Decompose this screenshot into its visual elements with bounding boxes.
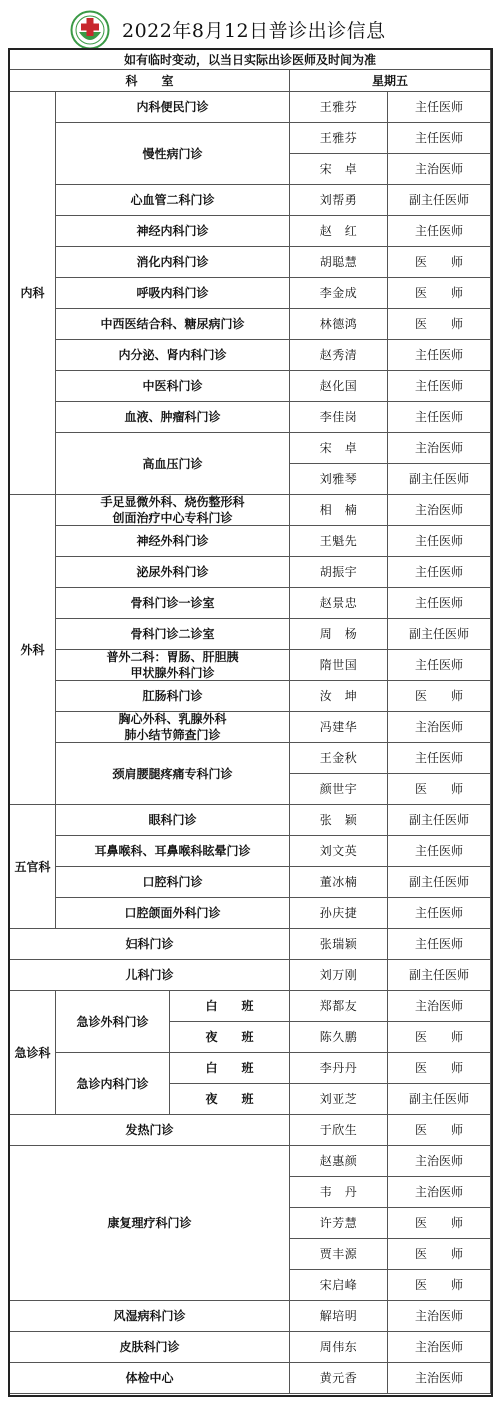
doctor-name: 胡振宇 (290, 557, 388, 588)
doctor-name: 周伟东 (290, 1332, 388, 1363)
doctor-title: 医 师 (388, 681, 491, 712)
doctor-title: 主任医师 (388, 216, 491, 247)
doctor-name: 李金成 (290, 278, 388, 309)
doctor-title: 主任医师 (388, 340, 491, 371)
doctor-name: 赵秀清 (290, 340, 388, 371)
clinic-name: 肛肠科门诊 (56, 681, 290, 712)
clinic-pediatrics: 儿科门诊 (10, 960, 290, 991)
doctor-name: 黄元香 (290, 1363, 388, 1394)
clinic-name: 颈肩腰腿疼痛专科门诊 (56, 743, 290, 805)
clinic-name: 神经外科门诊 (56, 526, 290, 557)
emergency-group: 急诊内科门诊 (56, 1053, 170, 1115)
doctor-name: 郑都友 (290, 991, 388, 1022)
clinic-name: 骨科门诊二诊室 (56, 619, 290, 650)
doctor-title: 主治医师 (388, 712, 491, 743)
doctor-title: 医 师 (388, 1270, 491, 1301)
clinic-name: 呼吸内科门诊 (56, 278, 290, 309)
hospital-logo-icon (70, 10, 110, 50)
doctor-name: 刘亚芝 (290, 1084, 388, 1115)
doctor-title: 主治医师 (388, 1332, 491, 1363)
doctor-name: 赵 红 (290, 216, 388, 247)
doctor-title: 副主任医师 (388, 619, 491, 650)
doctor-title: 医 师 (388, 774, 491, 805)
doctor-title: 主治医师 (388, 495, 491, 526)
doctor-title: 主任医师 (388, 588, 491, 619)
doctor-title: 医 师 (388, 309, 491, 340)
doctor-name: 王魁先 (290, 526, 388, 557)
clinic-rheumatology: 风湿病科门诊 (10, 1301, 290, 1332)
doctor-name: 李丹丹 (290, 1053, 388, 1084)
clinic-name: 胸心外科、乳腺外科 肺小结节筛查门诊 (56, 712, 290, 743)
clinic-dermatology: 皮肤科门诊 (10, 1332, 290, 1363)
doctor-title: 主治医师 (388, 1177, 491, 1208)
shift-label: 夜 班 (170, 1022, 290, 1053)
doctor-title: 副主任医师 (388, 464, 491, 495)
clinic-name: 泌尿外科门诊 (56, 557, 290, 588)
clinic-name: 慢性病门诊 (56, 123, 290, 185)
emergency-group: 急诊外科门诊 (56, 991, 170, 1053)
doctor-name: 孙庆捷 (290, 898, 388, 929)
doctor-title: 主任医师 (388, 526, 491, 557)
doctor-name: 赵化国 (290, 371, 388, 402)
clinic-name: 神经内科门诊 (56, 216, 290, 247)
doctor-name: 陈久鹏 (290, 1022, 388, 1053)
doctor-name: 相 楠 (290, 495, 388, 526)
clinic-fever: 发热门诊 (10, 1115, 290, 1146)
doctor-name: 宋 卓 (290, 154, 388, 185)
doctor-name: 刘帮勇 (290, 185, 388, 216)
notice-row: 如有临时变动，以当日实际出诊医师及时间为准 (10, 50, 491, 70)
clinic-name: 心血管二科门诊 (56, 185, 290, 216)
doctor-title: 医 师 (388, 278, 491, 309)
doctor-title: 医 师 (388, 1115, 491, 1146)
dept-emergency: 急诊科 (10, 991, 56, 1115)
doctor-name: 张瑞颖 (290, 929, 388, 960)
doctor-title: 主任医师 (388, 402, 491, 433)
doctor-title: 医 师 (388, 1022, 491, 1053)
doctor-title: 主任医师 (388, 92, 491, 123)
clinic-physical-exam: 体检中心 (10, 1363, 290, 1394)
doctor-title: 医 师 (388, 1239, 491, 1270)
doctor-title: 主任医师 (388, 898, 491, 929)
doctor-name: 张 颖 (290, 805, 388, 836)
doctor-title: 副主任医师 (388, 805, 491, 836)
doctor-name: 韦 丹 (290, 1177, 388, 1208)
doctor-title: 主任医师 (388, 371, 491, 402)
doctor-title: 主治医师 (388, 1363, 491, 1394)
clinic-name: 手足显微外科、烧伤整形科 创面治疗中心专科门诊 (56, 495, 290, 526)
doctor-name: 隋世国 (290, 650, 388, 681)
clinic-name: 普外二科：胃肠、肝胆胰 甲状腺外科门诊 (56, 650, 290, 681)
doctor-name: 冯建华 (290, 712, 388, 743)
doctor-name: 刘文英 (290, 836, 388, 867)
dept-internal-medicine: 内科 (10, 92, 56, 495)
doctor-title: 主任医师 (388, 836, 491, 867)
doctor-name: 颜世宇 (290, 774, 388, 805)
clinic-rehabilitation: 康复理疗科门诊 (10, 1146, 290, 1301)
header-dept: 科 室 (10, 70, 290, 92)
doctor-title: 主治医师 (388, 1146, 491, 1177)
header-day: 星期五 (290, 70, 491, 92)
doctor-title: 医 师 (388, 1053, 491, 1084)
doctor-title: 主任医师 (388, 557, 491, 588)
doctor-name: 宋启峰 (290, 1270, 388, 1301)
doctor-title: 主治医师 (388, 433, 491, 464)
clinic-name: 内分泌、肾内科门诊 (56, 340, 290, 371)
clinic-name: 内科便民门诊 (56, 92, 290, 123)
doctor-title: 副主任医师 (388, 867, 491, 898)
doctor-name: 董冰楠 (290, 867, 388, 898)
doctor-title: 主任医师 (388, 929, 491, 960)
doctor-name: 胡聪慧 (290, 247, 388, 278)
doctor-name: 许芳慧 (290, 1208, 388, 1239)
doctor-name: 周 杨 (290, 619, 388, 650)
doctor-name: 汝 坤 (290, 681, 388, 712)
doctor-name: 林德鸿 (290, 309, 388, 340)
doctor-title: 主任医师 (388, 650, 491, 681)
doctor-name: 宋 卓 (290, 433, 388, 464)
clinic-name: 高血压门诊 (56, 433, 290, 495)
doctor-name: 王金秋 (290, 743, 388, 774)
doctor-name: 王雅芬 (290, 123, 388, 154)
dept-surgery: 外科 (10, 495, 56, 805)
doctor-title: 主任医师 (388, 123, 491, 154)
page-title: 2022年8月12日普诊出诊信息 (122, 20, 386, 42)
clinic-name: 耳鼻喉科、耳鼻喉科眩晕门诊 (56, 836, 290, 867)
doctor-name: 赵惠颜 (290, 1146, 388, 1177)
dept-ent-eye-dental: 五官科 (10, 805, 56, 929)
doctor-title: 副主任医师 (388, 185, 491, 216)
clinic-name: 眼科门诊 (56, 805, 290, 836)
doctor-title: 主治医师 (388, 991, 491, 1022)
doctor-name: 赵景忠 (290, 588, 388, 619)
clinic-name: 口腔科门诊 (56, 867, 290, 898)
schedule-table (8, 48, 493, 1397)
doctor-title: 主治医师 (388, 154, 491, 185)
clinic-name: 中西医结合科、糖尿病门诊 (56, 309, 290, 340)
doctor-name: 刘雅琴 (290, 464, 388, 495)
doctor-title: 医 师 (388, 1208, 491, 1239)
doctor-title: 副主任医师 (388, 1084, 491, 1115)
page-header (8, 6, 492, 48)
shift-label: 夜 班 (170, 1084, 290, 1115)
doctor-name: 解培明 (290, 1301, 388, 1332)
shift-label: 白 班 (170, 991, 290, 1022)
clinic-gynecology: 妇科门诊 (10, 929, 290, 960)
doctor-name: 李佳岗 (290, 402, 388, 433)
doctor-title: 副主任医师 (388, 960, 491, 991)
shift-label: 白 班 (170, 1053, 290, 1084)
doctor-name: 刘万刚 (290, 960, 388, 991)
clinic-name: 中医科门诊 (56, 371, 290, 402)
clinic-name: 消化内科门诊 (56, 247, 290, 278)
doctor-name: 贾丰源 (290, 1239, 388, 1270)
doctor-title: 主治医师 (388, 1301, 491, 1332)
clinic-name: 口腔颌面外科门诊 (56, 898, 290, 929)
doctor-name: 于欣生 (290, 1115, 388, 1146)
clinic-name: 骨科门诊一诊室 (56, 588, 290, 619)
doctor-title: 主任医师 (388, 743, 491, 774)
doctor-title: 医 师 (388, 247, 491, 278)
doctor-name: 王雅芬 (290, 92, 388, 123)
clinic-name: 血液、肿瘤科门诊 (56, 402, 290, 433)
